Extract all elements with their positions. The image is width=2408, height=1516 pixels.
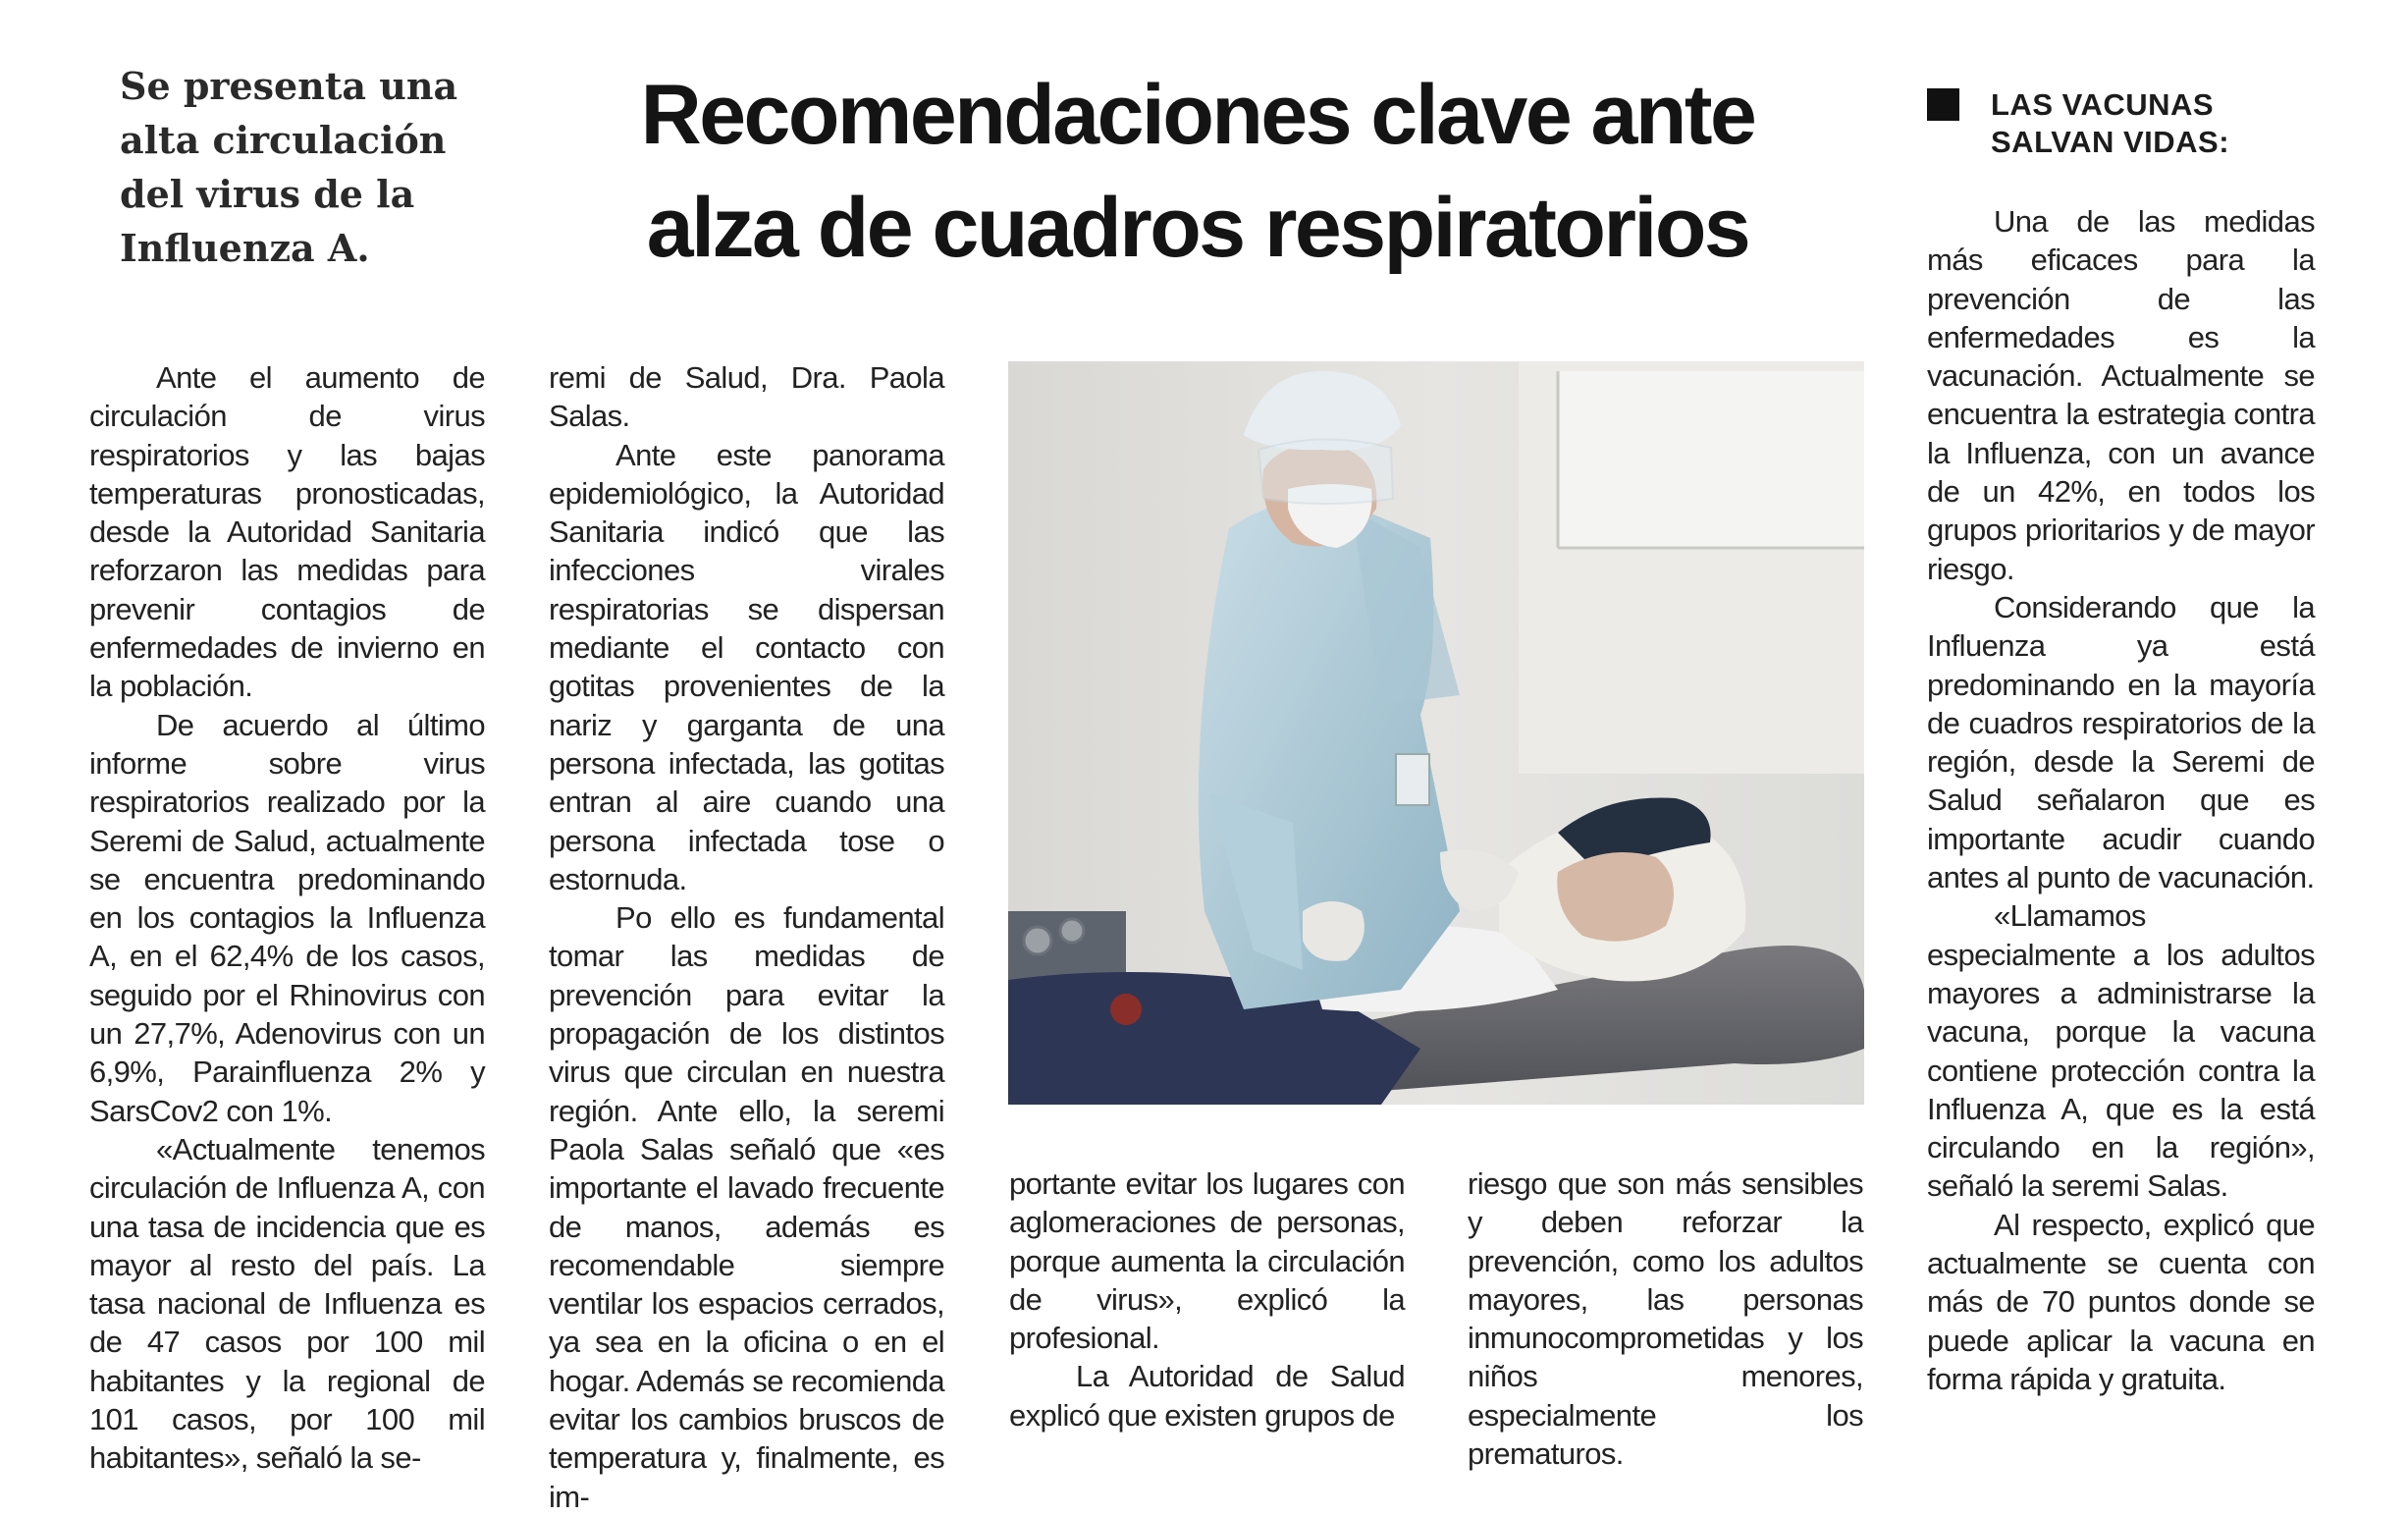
paragraph: Ante este panorama epidemiológico, la Autoridad Sanitaria indicó que las infecciones virales respiratorias se dispersan mediante el contacto con gotitas provenientes de la nariz y garganta de una persona infectada, las gotitas entran al aire cuando una persona infectada tose o estornuda. bbox=[549, 437, 944, 896]
sidebar-heading bbox=[1927, 86, 2229, 161]
paragraph: Po ello es fundamental tomar las medidas de prevención para evitar la propagación de los distintos virus que circulan en nuestra región. Ante ello, la seremi Paola Salas señaló que «es importante el lavado frecuente de manos, además es recomendable siempre ventilar los espacios cerrados, ya sea en la oficina o en el hogar. Además se recomienda evitar los cambios bruscos de temperatura y, finalmente, es im- bbox=[549, 900, 944, 1514]
paragraph: portante evitar los lugares con aglomeraciones de personas, porque aumenta la circulación de virus», explicó la profesional. bbox=[1009, 1166, 1405, 1356]
square-bullet-icon bbox=[1927, 88, 1959, 121]
sidebar-heading-line: SALVAN VIDAS: bbox=[1991, 125, 2230, 159]
article-column-4 bbox=[1468, 1164, 1863, 1473]
kicker-line: alta circulación bbox=[120, 118, 447, 162]
paragraph: «Actualmente tenemos circulación de Influenza A, con una tasa de incidencia que es mayor al resto del país. La tasa nacional de Influenza es de 47 casos por 100 mil habitantes y la regional de 101 casos, por 100 mil habitantes», señaló la se- bbox=[89, 1131, 485, 1476]
paragraph: «Llamamos especialmente a los adultos mayores a administrarse la vacuna, porque la vacuna contiene protección contra la Influenza A, que es la está circulando en la región», señaló la seremi Salas. bbox=[1927, 898, 2315, 1204]
kicker-line: Se presenta una bbox=[120, 64, 458, 108]
paragraph: remi de Salud, Dra. Paola Salas. bbox=[549, 360, 944, 434]
sidebar-column bbox=[1927, 202, 2315, 1398]
headline bbox=[589, 59, 1806, 285]
article-column-2 bbox=[549, 358, 944, 1516]
paragraph: Ante el aumento de circulación de virus respiratorios y las bajas temperaturas pronosticadas, desde la Autoridad Sanitaria reforzaron las medidas para prevenir contagios de enfermedades de invierno en la población. bbox=[89, 360, 485, 704]
kicker-subtitle bbox=[120, 59, 493, 275]
paragraph: Al respecto, explicó que actualmente se cuenta con más de 70 puntos donde se puede aplicar la vacuna en forma rápida y gratuita. bbox=[1927, 1207, 2315, 1396]
paragraph: Una de las medidas más eficaces para la prevención de las enfermedades es la vacunación. Actualmente se encuentra la estrategia contra la Influenza, con un avance de un 42%, en todos los grupos prioritarios y de mayor riesgo. bbox=[1927, 204, 2315, 586]
paragraph: Considerando que la Influenza ya está predominando en la mayoría de cuadros respiratorios de la región, desde la Seremi de Salud señalaron que es importante acudir cuando antes al punto de vacunación. bbox=[1927, 589, 2315, 895]
article-column-3 bbox=[1009, 1164, 1405, 1435]
kicker-line: del virus de la bbox=[120, 172, 415, 216]
paragraph: De acuerdo al último informe sobre virus respiratorios realizado por la Seremi de Salud, actualmente se encuentra predominando en los contagios la Influenza A, en el 62,4% de los casos, seguido por el Rhinovirus con un 27,7%, Adenovirus con un 6,9%, Parainfluenza 2% y SarsCov2 con 1%. bbox=[89, 707, 485, 1128]
article-column-1 bbox=[89, 358, 485, 1478]
paragraph: La Autoridad de Salud explicó que existen grupos de bbox=[1009, 1359, 1405, 1433]
paragraph: riesgo que son más sensibles y deben reforzar la prevención, como los adultos mayores, las personas inmunocomprometidas y los niños menores, especialmente los prematuros. bbox=[1468, 1166, 1863, 1472]
headline-line: Recomendaciones clave ante bbox=[640, 68, 1755, 162]
headline-line: alza de cuadros respiratorios bbox=[646, 181, 1749, 275]
kicker-line: Influenza A. bbox=[120, 226, 370, 270]
article-photo bbox=[1008, 361, 1864, 1105]
sidebar-heading-line: LAS VACUNAS bbox=[1991, 87, 2215, 122]
